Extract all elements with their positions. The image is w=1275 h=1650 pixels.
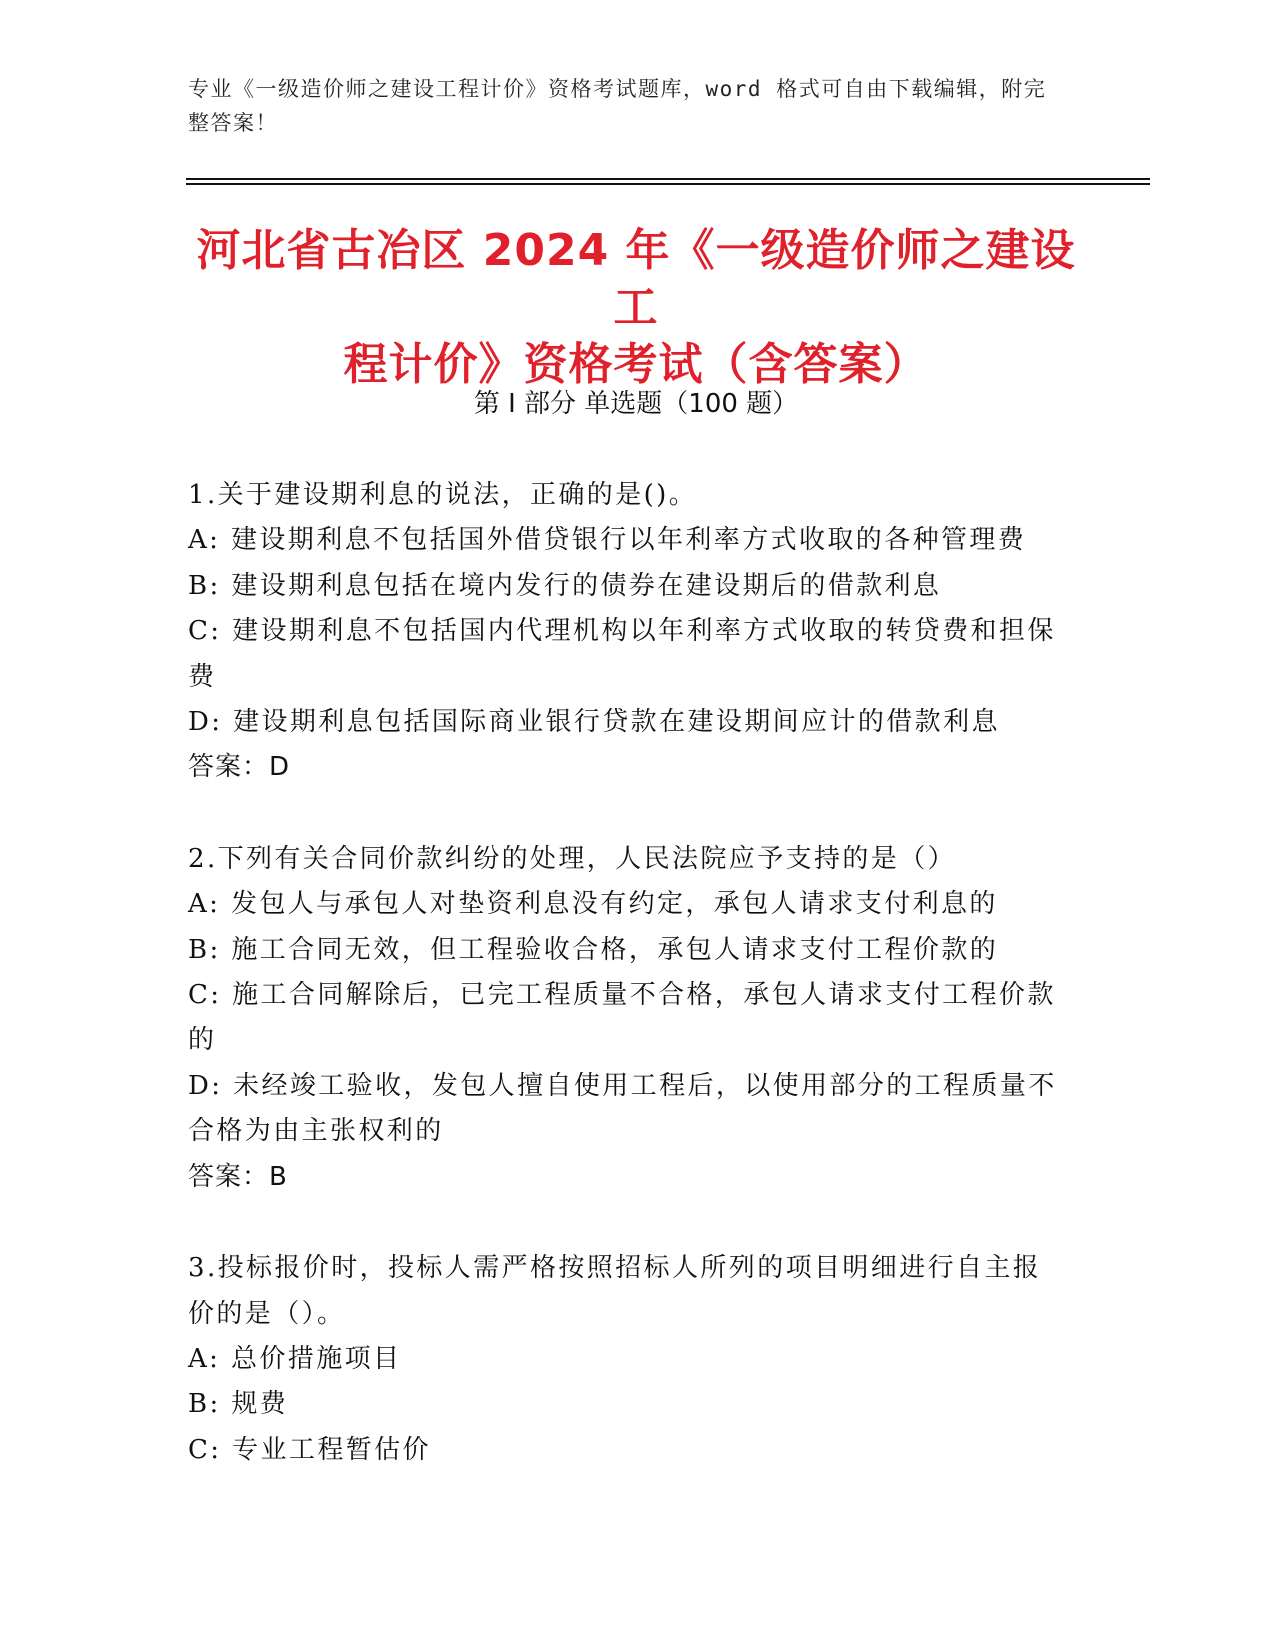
option-b: B: 施工合同无效，但工程验收合格，承包人请求支付工程价款的 (188, 934, 999, 965)
option-b: B: 规费 (188, 1389, 289, 1420)
question-stem: 1.关于建设期利息的说法，正确的是()。 (188, 480, 698, 510)
title-line-2: 程计价》资格考试（含答案） (343, 339, 929, 390)
document-title (186, 222, 1086, 393)
header-note: 专业《一级造价师之建设工程计价》资格考试题库，word 格式可自由下载编辑，附完整答案！ (188, 77, 1047, 135)
section-heading: 第 I 部分 单选题（100 题） (473, 389, 799, 419)
option-a: A: 发包人与承包人对垫资利息没有约定，承包人请求支付利息的 (188, 889, 998, 920)
question-2 (188, 837, 1068, 1200)
question-1 (188, 473, 1068, 791)
option-c: C: 施工合同解除后，已完工程质量不合格，承包人请求支付工程价款的 (188, 980, 1056, 1056)
question-stem: 3.投标报价时，投标人需严格按照招标人所列的项目明细进行自主报价的是（）。 (188, 1253, 1042, 1329)
option-a: A: 建设期利息不包括国外借贷银行以年利率方式收取的各种管理费 (188, 525, 1027, 556)
header-divider-top (186, 178, 1150, 180)
title-line-1: 河北省古冶区 2024 年《一级造价师之建设工 (196, 225, 1076, 333)
option-d: D: 未经竣工验收，发包人擅自使用工程后，以使用部分的工程质量不合格为由主张权利的 (188, 1070, 1057, 1147)
question-3 (188, 1246, 1068, 1473)
option-c: C: 建设期利息不包括国内代理机构以年利率方式收取的转贷费和担保费 (188, 616, 1056, 692)
option-d: D: 建设期利息包括国际商业银行贷款在建设期间应计的借款利息 (188, 707, 1000, 738)
header-divider-bottom (186, 183, 1150, 185)
answer: 答案：D (188, 752, 291, 783)
answer: 答案：B (188, 1161, 288, 1192)
question-stem: 2.下列有关合同价款纠纷的处理，人民法院应予支持的是（） (188, 843, 957, 874)
option-c: C: 专业工程暂估价 (188, 1434, 431, 1465)
option-b: B: 建设期利息包括在境内发行的债券在建设期后的借款利息 (188, 570, 942, 601)
option-a: A: 总价措施项目 (188, 1343, 402, 1374)
question-list (188, 473, 1068, 1519)
